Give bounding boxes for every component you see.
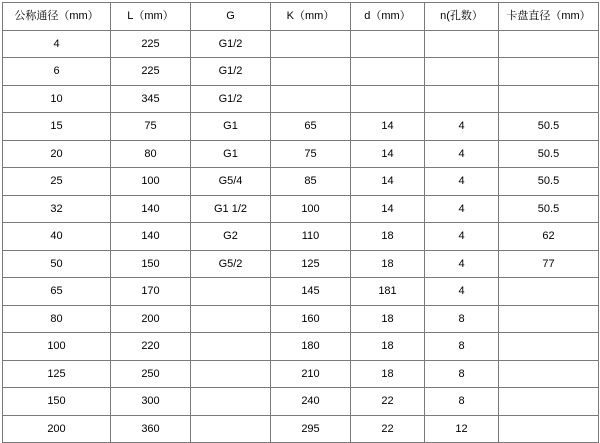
cell-hole-count: 8 (425, 333, 499, 361)
cell-k: 240 (271, 388, 351, 416)
cell-nominal-diameter: 6 (3, 58, 111, 86)
table-body (3, 30, 599, 443)
cell-d: 22 (351, 388, 425, 416)
table-row (3, 30, 599, 58)
cell-length: 300 (111, 388, 191, 416)
cell-hole-count: 4 (425, 250, 499, 278)
cell-length: 150 (111, 250, 191, 278)
cell-thread (191, 360, 271, 388)
table-row (3, 278, 599, 306)
cell-k: 210 (271, 360, 351, 388)
cell-hole-count: 4 (425, 195, 499, 223)
table-row (3, 168, 599, 196)
cell-k (271, 58, 351, 86)
cell-hole-count: 4 (425, 223, 499, 251)
cell-flange-diameter (499, 58, 599, 86)
cell-d: 14 (351, 113, 425, 141)
cell-d: 14 (351, 195, 425, 223)
cell-d: 18 (351, 360, 425, 388)
cell-flange-diameter: 50.5 (499, 113, 599, 141)
cell-k: 160 (271, 305, 351, 333)
cell-flange-diameter (499, 360, 599, 388)
cell-d: 181 (351, 278, 425, 306)
cell-thread: G1 (191, 140, 271, 168)
cell-length: 225 (111, 30, 191, 58)
table-row (3, 195, 599, 223)
table-row (3, 140, 599, 168)
cell-nominal-diameter: 65 (3, 278, 111, 306)
cell-flange-diameter (499, 30, 599, 58)
cell-thread: G2 (191, 223, 271, 251)
cell-d: 14 (351, 140, 425, 168)
cell-hole-count (425, 30, 499, 58)
cell-thread (191, 415, 271, 443)
cell-hole-count: 8 (425, 305, 499, 333)
cell-thread: G1/2 (191, 58, 271, 86)
cell-nominal-diameter: 20 (3, 140, 111, 168)
cell-flange-diameter: 50.5 (499, 195, 599, 223)
cell-nominal-diameter: 10 (3, 85, 111, 113)
cell-hole-count: 8 (425, 388, 499, 416)
cell-hole-count: 8 (425, 360, 499, 388)
cell-nominal-diameter: 15 (3, 113, 111, 141)
cell-nominal-diameter: 125 (3, 360, 111, 388)
column-header-thread: G (191, 3, 271, 31)
table-row (3, 113, 599, 141)
cell-thread (191, 305, 271, 333)
cell-thread (191, 278, 271, 306)
cell-flange-diameter: 50.5 (499, 140, 599, 168)
cell-nominal-diameter: 4 (3, 30, 111, 58)
cell-flange-diameter: 50.5 (499, 168, 599, 196)
cell-length: 100 (111, 168, 191, 196)
cell-nominal-diameter: 200 (3, 415, 111, 443)
cell-length: 360 (111, 415, 191, 443)
cell-d: 18 (351, 333, 425, 361)
cell-length: 200 (111, 305, 191, 333)
cell-flange-diameter: 62 (499, 223, 599, 251)
cell-d: 18 (351, 250, 425, 278)
cell-nominal-diameter: 32 (3, 195, 111, 223)
cell-flange-diameter: 77 (499, 250, 599, 278)
cell-length: 170 (111, 278, 191, 306)
cell-hole-count: 4 (425, 278, 499, 306)
table-row (3, 223, 599, 251)
cell-nominal-diameter: 40 (3, 223, 111, 251)
cell-d: 14 (351, 168, 425, 196)
cell-thread (191, 388, 271, 416)
cell-length: 80 (111, 140, 191, 168)
column-header-flange-diameter: 卡盘直径（mm） (499, 3, 599, 31)
table-row (3, 388, 599, 416)
table-row (3, 85, 599, 113)
cell-length: 140 (111, 195, 191, 223)
cell-nominal-diameter: 80 (3, 305, 111, 333)
cell-k: 110 (271, 223, 351, 251)
cell-hole-count: 12 (425, 415, 499, 443)
cell-thread: G1/2 (191, 85, 271, 113)
cell-d (351, 85, 425, 113)
table-row (3, 305, 599, 333)
table-row (3, 360, 599, 388)
cell-thread: G5/4 (191, 168, 271, 196)
column-header-nominal-diameter: 公称通径（mm） (3, 3, 111, 31)
cell-d: 22 (351, 415, 425, 443)
cell-d (351, 58, 425, 86)
cell-thread: G5/2 (191, 250, 271, 278)
table-header (3, 3, 599, 31)
cell-thread: G1 1/2 (191, 195, 271, 223)
cell-d: 18 (351, 305, 425, 333)
cell-thread: G1/2 (191, 30, 271, 58)
table-row (3, 58, 599, 86)
column-header-k: K（mm） (271, 3, 351, 31)
cell-length: 250 (111, 360, 191, 388)
cell-nominal-diameter: 150 (3, 388, 111, 416)
cell-length: 220 (111, 333, 191, 361)
table-header-row (3, 3, 599, 31)
cell-k (271, 85, 351, 113)
cell-length: 225 (111, 58, 191, 86)
cell-k (271, 30, 351, 58)
cell-flange-diameter (499, 305, 599, 333)
cell-k: 145 (271, 278, 351, 306)
cell-thread (191, 333, 271, 361)
table-row (3, 333, 599, 361)
cell-length: 75 (111, 113, 191, 141)
cell-k: 85 (271, 168, 351, 196)
cell-k: 125 (271, 250, 351, 278)
cell-hole-count: 4 (425, 140, 499, 168)
cell-flange-diameter (499, 415, 599, 443)
cell-flange-diameter (499, 85, 599, 113)
table-row (3, 415, 599, 443)
cell-flange-diameter (499, 388, 599, 416)
column-header-hole-count: n(孔数） (425, 3, 499, 31)
cell-k: 180 (271, 333, 351, 361)
cell-k: 295 (271, 415, 351, 443)
cell-nominal-diameter: 50 (3, 250, 111, 278)
column-header-d: d（mm） (351, 3, 425, 31)
cell-flange-diameter (499, 278, 599, 306)
cell-flange-diameter (499, 333, 599, 361)
column-header-length: L（mm） (111, 3, 191, 31)
cell-hole-count: 4 (425, 168, 499, 196)
cell-nominal-diameter: 100 (3, 333, 111, 361)
cell-k: 65 (271, 113, 351, 141)
cell-length: 140 (111, 223, 191, 251)
cell-k: 75 (271, 140, 351, 168)
cell-k: 100 (271, 195, 351, 223)
table-row (3, 250, 599, 278)
cell-length: 345 (111, 85, 191, 113)
specification-table (2, 2, 599, 443)
cell-d (351, 30, 425, 58)
cell-hole-count: 4 (425, 113, 499, 141)
cell-hole-count (425, 85, 499, 113)
cell-nominal-diameter: 25 (3, 168, 111, 196)
cell-d: 18 (351, 223, 425, 251)
cell-hole-count (425, 58, 499, 86)
cell-thread: G1 (191, 113, 271, 141)
